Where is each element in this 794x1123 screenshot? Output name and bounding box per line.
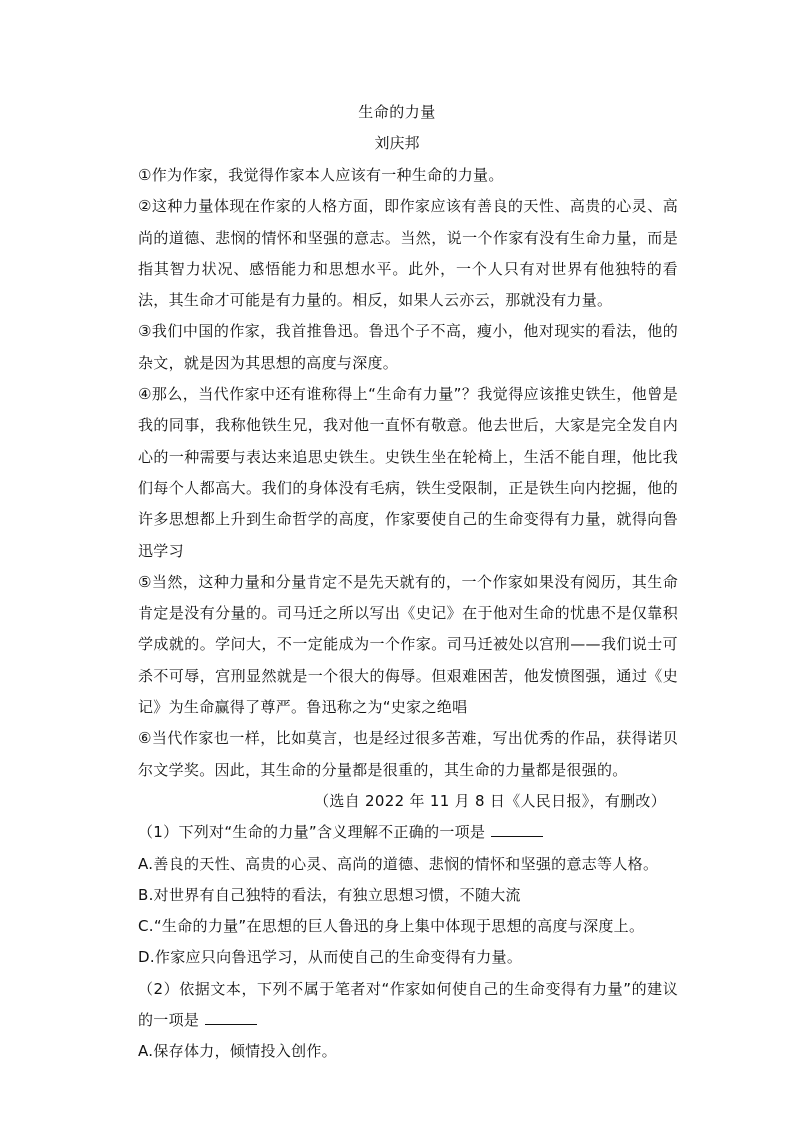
question-1-option-d: D.作家应只向鲁迅学习，从而使自己的生命变得有力量。 — [138, 948, 523, 967]
question-2-stem — [138, 974, 678, 1037]
paragraph-2: ②这种力量体现在作家的人格方面，即作家应该有善良的天性、高贵的心灵、高尚的道德、悲悯的情怀和坚强的意志。当然，说一个作家有没有生命力量，而是指其智力状况、感悟能力和思想水平。此外，一个人只有对世界有他独特的看法，其生命才可能是有力量的。相反，如果人云亦云，那就没有力量。 — [138, 197, 678, 310]
paragraph-6: ⑥当代作家也一样，比如莫言，也是经过很多苦难，写出优秀的作品，获得诺贝尔文学奖。因此，其生命的分量都是很重的，其生命的力量都是很强的。 — [138, 729, 678, 779]
question-1-option-c: C.“生命的力量”在思想的巨人鲁迅的身上集中体现于思想的高度与深度上。 — [138, 917, 645, 936]
question-2-text: （2）依据文本，下列不属于笔者对“作家如何使自己的生命变得有力量”的建议的一项是 — [138, 979, 678, 1030]
paragraph-1: ①作为作家，我觉得作家本人应该有一种生命的力量。 — [138, 166, 504, 184]
question-1-option-b: B.对世界有自己独特的看法，有独立思想习惯，不随大流 — [138, 885, 521, 904]
article-source: （选自 2022 年 11 月 8 日《人民日报》，有删改） — [314, 791, 666, 810]
question-1-text: （1）下列对“生命的力量”含义理解不正确的一项是 — [138, 823, 486, 842]
paragraph-4: ④那么，当代作家中还有谁称得上“生命有力量”？我觉得应该推史铁生，他曾是我的同事，我称他铁生兄，我对他一直怀有敬意。他去世后，大家是完全发自内心的一种需要与表达来追思史铁生。史铁生坐在轮椅上，生活不能自理，他比我们每个人都高大。我们的身体没有毛病，铁生受限制，正是铁生向内挖掘，他的许多思想都上升到生命哲学的高度，作家要使自己的生命变得有力量，就得向鲁迅学习 — [138, 385, 678, 560]
paragraph-5: ⑤当然，这种力量和分量肯定不是先天就有的，一个作家如果没有阅历，其生命肯定是没有分量的。司马迁之所以写出《史记》在于他对生命的忧患不是仅靠积学成就的。学问大，不一定能成为一个作家。司马迁被处以宫刑——我们说士可杀不可辱，宫刑显然就是一个很大的侮辱。但艰难困苦，他发愤图强，通过《史记》为生命赢得了尊严。鲁迅称之为“史家之绝唱 — [138, 572, 678, 717]
article-author: 刘庆邦 — [374, 134, 420, 152]
paragraph-3: ③我们中国的作家，我首推鲁迅。鲁迅个子不高，瘦小，他对现实的看法，他的杂文，就是因为其思想的高度与深度。 — [138, 322, 678, 372]
answer-blank-2 — [205, 1010, 257, 1025]
article-body — [138, 160, 678, 1068]
answer-blank-1 — [491, 822, 543, 837]
question-1-option-a: A.善良的天性、高贵的心灵、高尚的道德、悲悯的情怀和坚强的意志等人格。 — [138, 854, 659, 873]
question-2-option-a: A.保存体力，倾情投入创作。 — [138, 1042, 337, 1061]
question-1-stem — [138, 817, 678, 848]
article-title: 生命的力量 — [358, 103, 436, 121]
